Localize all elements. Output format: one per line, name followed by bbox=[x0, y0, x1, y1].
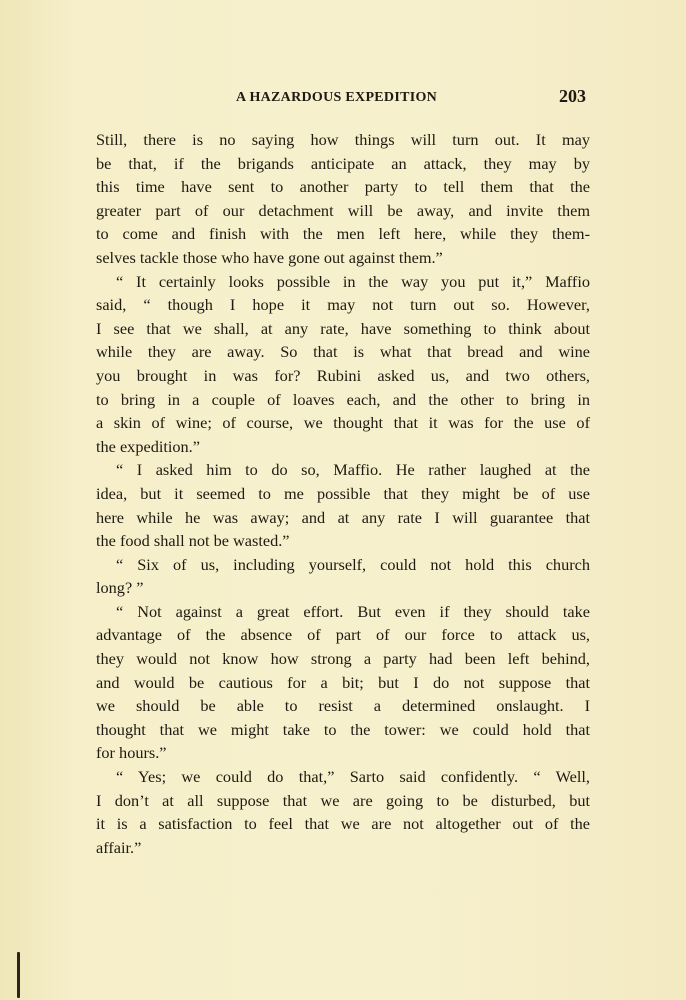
body-text bbox=[96, 128, 590, 859]
text-line: “ It certainly looks possible in the way you put it,” Maffio bbox=[116, 271, 590, 291]
text-line: advantage of the absence of part of our force to attack us, bbox=[96, 625, 590, 645]
text-line: long? ” bbox=[96, 578, 144, 598]
text-line: we should be able to resist a determined onslaught. I bbox=[96, 696, 590, 716]
text-line: to bring in a couple of loaves each, and the other to bring in bbox=[96, 389, 590, 409]
text-line: selves tackle those who have gone out against them.” bbox=[96, 247, 443, 267]
text-line: “ Six of us, including yourself, could not hold this church bbox=[116, 554, 590, 574]
text-line: affair.” bbox=[96, 837, 142, 857]
text-line: the expedition.” bbox=[96, 436, 200, 456]
text-line: here while he was away; and at any rate I will guarantee that bbox=[96, 507, 590, 527]
text-line: to come and finish with the men left here, while they them- bbox=[96, 224, 590, 244]
text-line: I don’t at all suppose that we are going to be disturbed, but bbox=[96, 790, 590, 810]
text-line: this time have sent to another party to tell them that the bbox=[96, 177, 590, 197]
text-line: they would not know how strong a party had been left behind, bbox=[96, 649, 590, 669]
running-head: A HAZARDOUS EXPEDITION bbox=[236, 90, 438, 105]
text-line: a skin of wine; of course, we thought that it was for the use of bbox=[96, 413, 590, 433]
text-line: be that, if the brigands anticipate an attack, they may by bbox=[96, 153, 590, 173]
page-header bbox=[96, 86, 592, 114]
text-line: said, “ though I hope it may not turn out so. However, bbox=[96, 295, 590, 315]
page-number: 203 bbox=[559, 86, 586, 106]
text-line: Still, there is no saying how things will turn out. It may bbox=[96, 130, 590, 149]
text-line: idea, but it seemed to me possible that they might be of use bbox=[96, 483, 590, 503]
text-line: “ Not against a great effort. But even if they should take bbox=[116, 601, 590, 621]
text-line: and would be cautious for a bit; but I do not suppose that bbox=[96, 672, 590, 692]
text-line: you brought in was for? Rubini asked us, and two others, bbox=[96, 365, 590, 385]
text-line: I see that we shall, at any rate, have something to think about bbox=[96, 318, 590, 338]
margin-mark bbox=[17, 952, 20, 998]
text-line: the food shall not be wasted.” bbox=[96, 531, 290, 551]
text-line: while they are away. So that is what that bread and wine bbox=[96, 342, 590, 362]
text-line: greater part of our detachment will be away, and invite them bbox=[96, 200, 590, 220]
text-line: “ I asked him to do so, Maffio. He rather laughed at the bbox=[116, 460, 590, 480]
text-line: for hours.” bbox=[96, 743, 167, 763]
text-line: “ Yes; we could do that,” Sarto said confidently. “ Well, bbox=[116, 767, 590, 787]
text-line: thought that we might take to the tower: we could hold that bbox=[96, 719, 590, 739]
text-line: it is a satisfaction to feel that we are not altogether out of the bbox=[96, 814, 590, 834]
